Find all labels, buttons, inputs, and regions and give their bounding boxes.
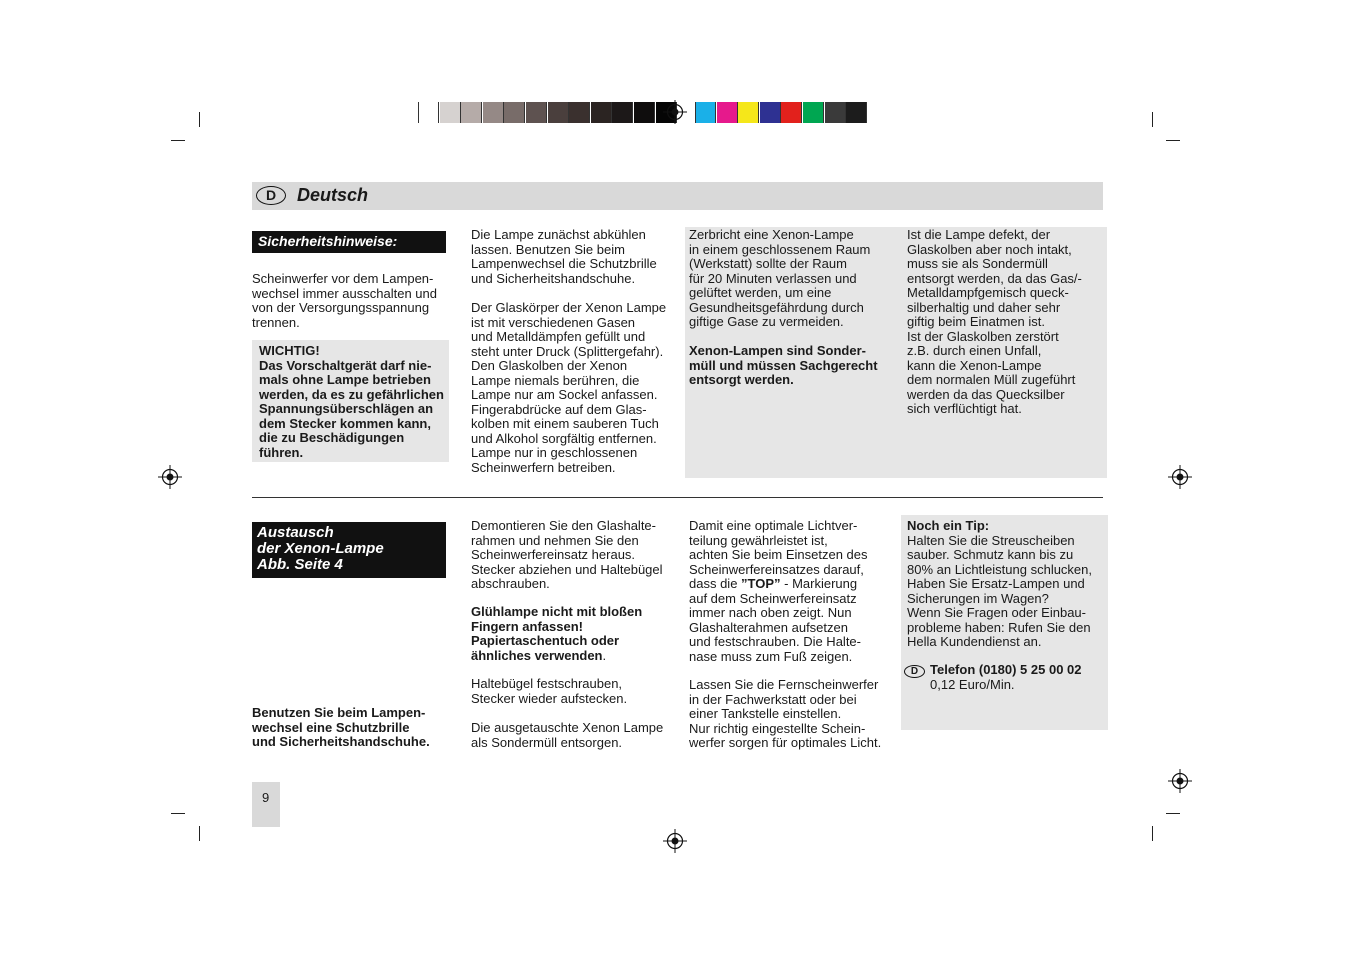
warning-box bbox=[252, 340, 449, 462]
gray-swatch bbox=[548, 102, 569, 123]
hazard-col3-p2: Xenon-Lampen sind Sonder- müll und müssen Sachgerecht entsorgt werden. bbox=[689, 343, 878, 387]
registration-mark-icon bbox=[1168, 465, 1192, 489]
replacement-col2-p2: Glühlampe nicht mit bloßen Fingern anfassen! Papiertaschentuch oder ähnliches verwenden. bbox=[471, 604, 643, 663]
registration-mark-icon bbox=[1168, 769, 1192, 793]
color-swatch bbox=[846, 102, 867, 123]
section-label-replacement: Austausch der Xenon-Lampe Abb. Seite 4 bbox=[252, 522, 446, 578]
registration-mark-icon bbox=[663, 100, 687, 124]
page-number-tab bbox=[252, 782, 280, 827]
tip-box bbox=[901, 515, 1108, 730]
safety-col2-p1: Die Lampe zunächst abkühlen lassen. Benutzen Sie beim Lampenwechsel die Schutzbrille und Sicherheitshandschuhe. bbox=[471, 227, 657, 286]
replacement-col3-p2: Lassen Sie die Fernscheinwerfer in der Fachwerkstatt oder bei einer Tankstelle einstellen. Nur richtig eingestellte Schein- werfer sorgen für optimales Licht. bbox=[689, 677, 882, 750]
color-swatch bbox=[717, 102, 738, 123]
warning-title: WICHTIG! bbox=[259, 343, 320, 358]
gray-swatch bbox=[612, 102, 633, 123]
crop-mark bbox=[1166, 140, 1180, 141]
section-divider bbox=[252, 497, 1103, 498]
safety-intro-text: Scheinwerfer vor dem Lampen- wechsel immer ausschalten und von der Versorgungsspannung trennen. bbox=[252, 271, 437, 330]
replacement-safety-note: Benutzen Sie beim Lampen- wechsel eine Schutzbrille und Sicherheitshandschuhe. bbox=[252, 705, 430, 749]
gray-swatch bbox=[483, 102, 504, 123]
hazard-col3-p1: Zerbricht eine Xenon-Lampe in einem geschlossenem Raum (Werkstatt) sollte der Raum für 20 Minuten verlassen und gelüftet werden, um eine Gesundheitsgefährdung durch giftige Gase zu vermeiden. bbox=[689, 227, 871, 329]
replacement-col2-p3: Haltebügel festschrauben, Stecker wieder aufstecken. bbox=[471, 676, 628, 706]
crop-mark bbox=[1152, 826, 1153, 841]
color-swatch bbox=[825, 102, 846, 123]
phone-country-badge: D bbox=[904, 665, 925, 678]
gray-swatch bbox=[634, 102, 655, 123]
top-marking: ”TOP” bbox=[741, 576, 781, 591]
language-code-badge: D bbox=[256, 186, 286, 205]
crop-mark bbox=[171, 140, 185, 141]
gray-swatch bbox=[526, 102, 547, 123]
color-swatch bbox=[803, 102, 824, 123]
color-swatch bbox=[781, 102, 802, 123]
section-label-safety: Sicherheitshinweise: bbox=[252, 231, 446, 253]
phone-number: Telefon (0180) 5 25 00 02 bbox=[930, 662, 1082, 677]
gray-swatch bbox=[591, 102, 612, 123]
registration-mark-icon bbox=[663, 829, 687, 853]
gray-swatch bbox=[504, 102, 525, 123]
warning-text: Das Vorschaltgerät darf nie- mals ohne Lampe betrieben werden, da es zu gefährlichen Spannungsüberschlägen an dem Stecker kommen kann, die zu Beschädigungen führen. bbox=[259, 357, 444, 460]
tip-text: Halten Sie die Streuscheiben sauber. Schmutz kann bis zu 80% an Lichtleistung schlucken, Haben Sie Ersatz-Lampen und Sicherungen im Wagen? Wenn Sie Fragen oder Einbau- probleme haben: Rufen Sie den Hella Kundendienst an. bbox=[907, 532, 1093, 649]
gray-swatch bbox=[461, 102, 482, 123]
gray-swatch bbox=[569, 102, 590, 123]
replacement-col2-p1: Demontieren Sie den Glashalte- rahmen und nehmen Sie den Scheinwerfereinsatz heraus. Stecker abziehen und Haltebügel abschrauben. bbox=[471, 518, 663, 591]
crop-mark bbox=[199, 112, 200, 127]
crop-mark bbox=[199, 826, 200, 841]
color-swatch bbox=[695, 102, 716, 123]
language-header bbox=[252, 182, 1103, 210]
tip-title: Noch ein Tip: bbox=[907, 518, 990, 533]
page-number: 9 bbox=[262, 790, 270, 805]
color-swatch bbox=[760, 102, 781, 123]
no-bare-fingers-warning: Glühlampe nicht mit bloßen Fingern anfassen! Papiertaschentuch oder ähnliches verwenden bbox=[471, 604, 643, 663]
gray-swatch bbox=[440, 102, 461, 123]
registration-mark-icon bbox=[158, 465, 182, 489]
color-swatch bbox=[738, 102, 759, 123]
gray-swatch bbox=[418, 102, 439, 123]
phone-price: 0,12 Euro/Min. bbox=[930, 677, 1015, 692]
crop-mark bbox=[171, 813, 185, 814]
replacement-col3-p1: Damit eine optimale Lichtver- teilung gewährleistet ist, achten Sie beim Einsetzen des Scheinwerfereinsatzes darauf, dass die ”TOP” - Markierung auf dem Scheinwerfereinsatz immer nach oben zeigt. Nun Glashalterahmen aufsetzen und festschrauben. Die Halte- nase muss zum Fuß zeigen. bbox=[689, 518, 868, 664]
safety-col2-p2: Der Glaskörper der Xenon Lampe ist mit verschiedenen Gasen und Metalldämpfen gefüllt und steht unter Druck (Splittergefahr). Den Glaskolben der Xenon Lampe niemals berühren, die Lampe nur am Sockel anfassen. Fingerabdrücke auf dem Glas- kolben mit einem sauberen Tuch und Alkohol sorgfältig entfernen. Lampe nur in geschlossenen Scheinwerfern betreiben. bbox=[471, 300, 667, 475]
crop-mark bbox=[1166, 813, 1180, 814]
language-title: Deutsch bbox=[297, 185, 369, 205]
hazard-col4-p1: Ist die Lampe defekt, der Glaskolben aber noch intakt, muss sie als Sondermüll entsorgt werden, da das Gas/- Metalldampfgemisch queck- silberhaltig und daher sehr giftig beim Einatmen ist. Ist der Glaskolben zerstört z.B. durch einen Unfall, kann die Xenon-Lampe dem normalen Müll zugeführt werden da das Quecksilber sich verflüchtigt hat. bbox=[907, 227, 1082, 416]
crop-mark bbox=[1152, 112, 1153, 127]
replacement-col2-p4: Die ausgetauschte Xenon Lampe als Sondermüll entsorgen. bbox=[471, 720, 664, 750]
